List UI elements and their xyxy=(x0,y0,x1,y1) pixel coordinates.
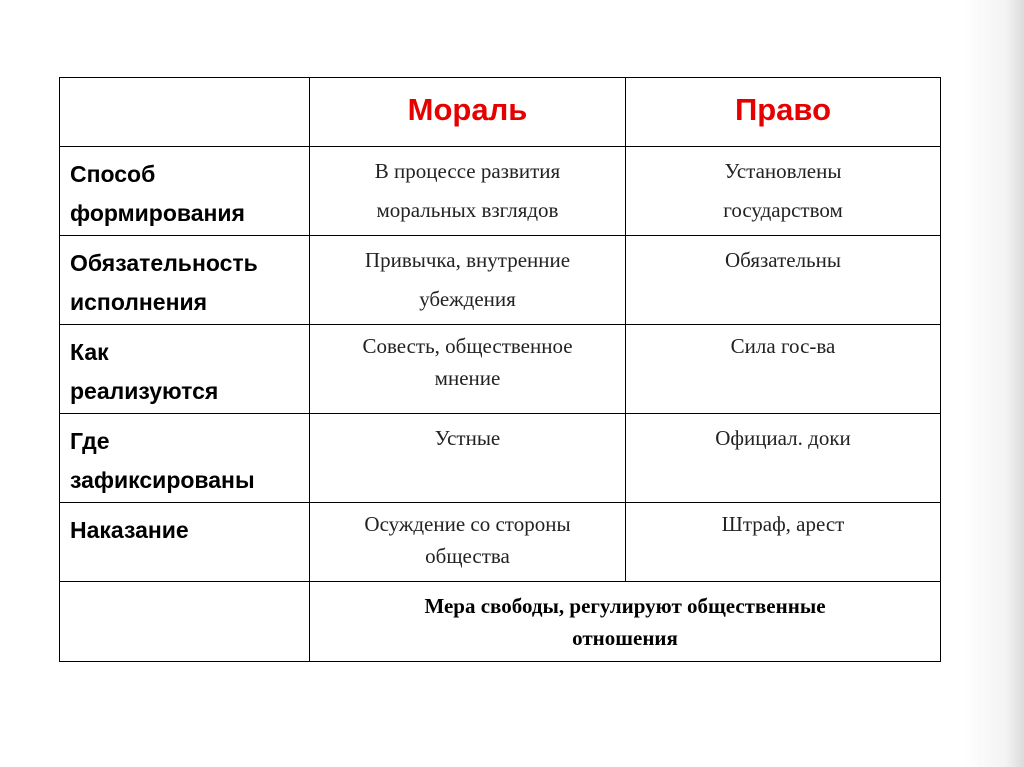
law-cell xyxy=(626,236,941,325)
table-row xyxy=(60,503,941,582)
comparison-table xyxy=(59,77,941,662)
moral-cell xyxy=(310,147,626,236)
header-moral: Мораль xyxy=(407,92,528,127)
criterion-line: Обязательность xyxy=(70,250,258,276)
criterion-cell xyxy=(60,236,310,325)
criterion-line: реализуются xyxy=(70,378,219,404)
moral-line: общества xyxy=(425,544,510,568)
moral-cell xyxy=(310,503,626,582)
moral-line: Совесть, общественное xyxy=(362,334,573,358)
header-cell-moral xyxy=(310,78,626,147)
criterion-cell xyxy=(60,147,310,236)
criterion-line: Где xyxy=(70,428,110,454)
law-line: государством xyxy=(723,198,843,222)
moral-line: Устные xyxy=(434,426,501,450)
summary-empty-cell xyxy=(60,582,310,662)
summary-line: Мера свободы, регулируют общественные xyxy=(424,594,826,618)
header-cell-law xyxy=(626,78,941,147)
moral-line: Осуждение со стороны xyxy=(364,512,571,536)
summary-row xyxy=(60,582,941,662)
law-line: Установлены xyxy=(724,159,842,183)
criterion-cell xyxy=(60,325,310,414)
corner-cell xyxy=(60,78,310,147)
law-cell xyxy=(626,414,941,503)
criterion-cell xyxy=(60,503,310,582)
moral-cell xyxy=(310,414,626,503)
summary-cell xyxy=(310,582,941,662)
table-row xyxy=(60,414,941,503)
criterion-line: Способ xyxy=(70,161,156,187)
page-curl-shadow xyxy=(964,0,1024,767)
criterion-line: Наказание xyxy=(70,517,189,543)
moral-line: моральных взглядов xyxy=(376,198,559,222)
criterion-line: зафиксированы xyxy=(70,467,255,493)
moral-cell xyxy=(310,236,626,325)
moral-line: мнение xyxy=(434,366,501,390)
law-line: Официал. доки xyxy=(715,426,851,450)
corner-label xyxy=(60,78,309,92)
criterion-cell xyxy=(60,414,310,503)
criterion-line: Как xyxy=(70,339,109,365)
table-row xyxy=(60,236,941,325)
law-line: Сила гос-ва xyxy=(730,334,836,358)
law-line: Штраф, арест xyxy=(721,512,845,536)
table-row xyxy=(60,147,941,236)
table-row xyxy=(60,325,941,414)
law-line: Обязательны xyxy=(725,248,841,272)
moral-line: Привычка, внутренние xyxy=(364,248,571,272)
law-cell xyxy=(626,325,941,414)
law-cell xyxy=(626,147,941,236)
moral-line: убеждения xyxy=(419,287,516,311)
criterion-line: формирования xyxy=(70,200,245,226)
moral-cell xyxy=(310,325,626,414)
moral-line: В процессе развития xyxy=(374,159,561,183)
law-cell xyxy=(626,503,941,582)
header-law: Право xyxy=(734,92,832,127)
header-row xyxy=(60,78,941,147)
summary-line: отношения xyxy=(572,626,678,650)
criterion-line: исполнения xyxy=(70,289,208,315)
